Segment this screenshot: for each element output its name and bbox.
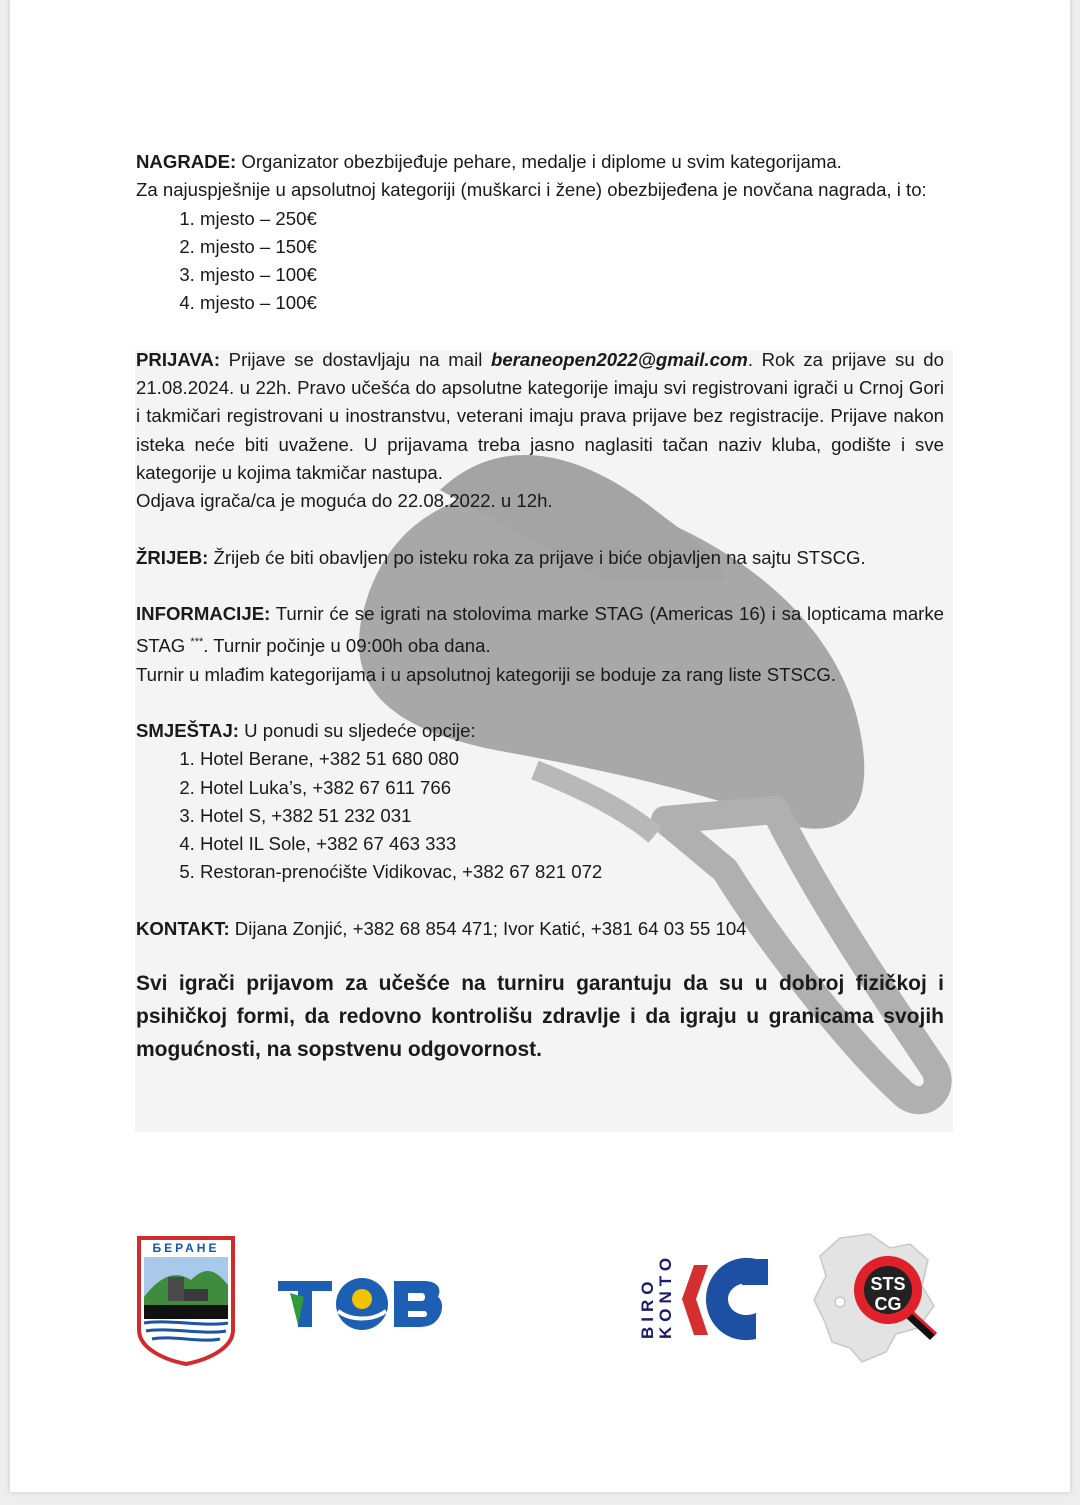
biro-konto-logo	[638, 1252, 768, 1341]
informacije-label: INFORMACIJE:	[136, 602, 271, 624]
smjestaj-text: U ponudi su sljedeće opcije:	[238, 719, 476, 741]
accommodation-item: 2. Hotel Luka’s, +382 67 611 766	[200, 774, 944, 802]
kontakt-section	[136, 915, 944, 943]
informacije-text-b: . Turnir počinje u 09:00h oba dana.	[203, 635, 491, 657]
accommodation-item: 1. Hotel Berane, +382 51 680 080	[200, 745, 944, 773]
email-link[interactable]: beraneopen2022@gmail.com	[490, 348, 748, 370]
accommodation-item: 4. Hotel IL Sole, +382 67 463 333	[200, 830, 944, 858]
smjestaj-label: SMJEŠTAJ:	[136, 719, 239, 741]
document-page	[10, 0, 1070, 1492]
sts-text-line1: STS	[870, 1274, 906, 1294]
konto-text: KONTO	[656, 1252, 675, 1339]
informacije-text-a: Turnir će se igrati na stolovima marke STAG (Americas 16) i sa lopticama marke STAG	[136, 602, 944, 657]
prize-list	[136, 205, 944, 318]
nagrade-text2: Za najuspješnije u apsolutnoj kategoriji (muškarci i žene) obezbijeđena je novčana nagrada, i to:	[136, 179, 927, 201]
biro-text: BIRO	[638, 1276, 657, 1339]
kontakt-text: Dijana Zonjić, +382 68 854 471; Ivor Katić, +381 64 03 55 104	[229, 917, 747, 939]
prijava-text-a: Prijave se dostavljaju na mail	[220, 348, 491, 370]
nagrade-section	[136, 148, 944, 205]
accommodation-item: 3. Hotel S, +382 51 232 031	[200, 802, 944, 830]
zrijeb-label: ŽRIJEB:	[136, 546, 209, 568]
prize-item: 2. mjesto – 150€	[200, 233, 944, 261]
accommodation-list	[136, 745, 944, 886]
prijava-text-b: . Rok za prijave su do 21.08.2024. u 22h. Pravo učešća do apsolutne kategorije imaju svi registrovani igrači u Crnoj Gori i takmičari registrovani u inostranstvu, veterani imaju prava prijave bez registracije. Prijave nakon isteka neće biti uvažene. U prijavama treba jasno naglasiti tačan naziv kluba, godište i sve kategorije u kojima takmičar nastupa.	[136, 348, 944, 483]
prize-item: 3. mjesto – 100€	[200, 261, 944, 289]
sponsor-logos	[10, 1225, 1070, 1375]
zrijeb-text: Žrijeb će biti obavljen po isteku roka za prijave i biće objavljen na sajtu STSCG.	[208, 546, 866, 568]
smjestaj-section	[136, 717, 944, 745]
disclaimer-text: Svi igrači prijavom za učešće na turniru garantuju da su u dobroj fizičkoj i psihičkoj formi, da redovno kontrolišu zdravlje i da igraju u granicama svojih mogućnosti, na sopstvenu odgovornost.	[136, 972, 944, 1062]
prize-item: 4. mjesto – 100€	[200, 289, 944, 317]
tob-logo	[276, 1275, 446, 1331]
document-content	[136, 148, 944, 1087]
informacije-section	[136, 600, 944, 661]
nagrade-text: Organizator obezbijeđuje pehare, medalje i diplome u svim kategorijama.	[236, 151, 842, 172]
stars-superscript: ***	[190, 636, 204, 649]
prize-item: 1. mjesto – 250€	[200, 205, 944, 233]
kontakt-label: KONTAKT:	[136, 917, 230, 939]
berane-label: БЕРАНЕ	[152, 1241, 220, 1255]
stscg-logo	[810, 1230, 950, 1370]
zrijeb-section	[136, 544, 944, 572]
odjava-text: Odjava igrača/ca je moguća do 22.08.2022. u 12h.	[136, 490, 553, 512]
berane-coat-of-arms-logo	[136, 1235, 236, 1367]
accommodation-item: 5. Restoran-prenoćište Vidikovac, +382 67 821 072	[200, 858, 944, 886]
sts-text-line2: CG	[874, 1294, 902, 1314]
nagrade-label: NAGRADE:	[136, 151, 237, 172]
prijava-section	[136, 346, 944, 487]
informacije-text-c: Turnir u mlađim kategorijama i u apsolutnoj kategoriji se boduje za rang liste STSCG.	[136, 663, 836, 685]
prijava-label: PRIJAVA:	[136, 348, 221, 370]
